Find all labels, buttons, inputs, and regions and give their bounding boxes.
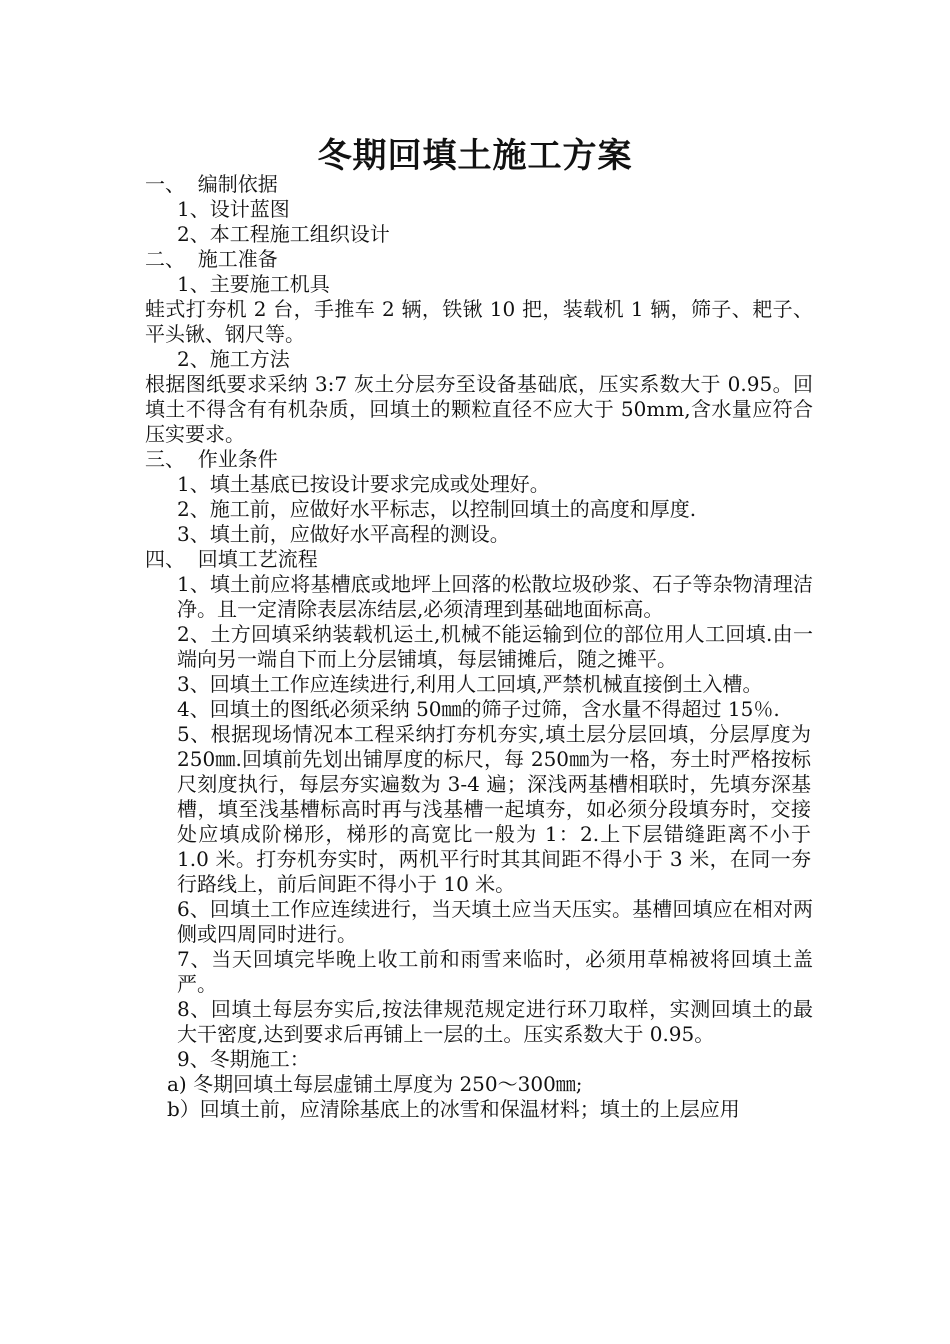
process-item-3: 3、回填土工作应连续进行,利用人工回填,严禁机械直接倒土入槽。 — [177, 672, 763, 696]
winter-item-a: a) 冬期回填土每层虚铺土厚度为 250～300㎜; — [167, 1072, 583, 1096]
process-item-1: 1、填土前应将基槽底或地坪上回落的松散垃圾砂浆、石子等杂物清理洁净。且一定清除表层冻结层,必须清理到基础地面标高。 — [177, 572, 813, 621]
document-body — [145, 172, 813, 1122]
process-item-5: 5、根据现场情况本工程采纳打夯机夯实,填土层分层回填，分层厚度为 250㎜.回填前先划出铺厚度的标尺，每 250㎜为一格，夯土时严格按标尺刻度执行，每层夯实遍数为 3-4 遍；深浅两基槽相联时，先填夯深基槽，填至浅基槽标高时再与浅基槽一起填夯，如必须分段填夯时，交接处应填成阶梯形，梯形的高宽比一般为 1：2.上下层错缝距离不小于 1.0 米。打夯机夯实时，两机平行时其其间距不得小于 3 米，在同一夯行路线上，前后间距不得小于 10 米。 — [177, 722, 811, 896]
section-heading-basis: 一、 编制依据 — [145, 172, 278, 196]
condition-item-3: 3、填土前，应做好水平高程的测设。 — [177, 522, 510, 546]
process-item-4: 4、回填土的图纸必须采纳 50㎜的筛子过筛，含水量不得超过 15％. — [177, 697, 780, 721]
basis-item-1: 1、设计蓝图 — [177, 197, 290, 221]
document-title: 冬期回填土施工方案 — [317, 136, 633, 176]
basis-item-2: 2、本工程施工组织设计 — [177, 222, 390, 246]
process-item-7: 7、当天回填完毕晚上收工前和雨雪来临时，必须用草棉被将回填土盖严。 — [177, 947, 813, 996]
machinery-paragraph: 蛙式打夯机 2 台，手推车 2 辆，铁锹 10 把，装载机 1 辆，筛子、耙子、平头锹、钢尺等。 — [145, 297, 813, 346]
winter-item-b: b）回填土前，应清除基底上的冰雪和保温材料；填土的上层应用 — [167, 1097, 740, 1121]
condition-item-1: 1、填土基底已按设计要求完成或处理好。 — [177, 472, 550, 496]
process-item-2: 2、土方回填采纳装载机运土,机械不能运输到位的部位用人工回填.由一端向另一端自下而上分层铺填，每层铺摊后，随之摊平。 — [177, 622, 813, 671]
process-item-9: 9、冬期施工： — [177, 1047, 310, 1071]
section-heading-conditions: 三、 作业条件 — [145, 447, 278, 471]
section-heading-preparation: 二、 施工准备 — [145, 247, 278, 271]
prep-subheading-method: 2、施工方法 — [177, 347, 290, 371]
section-heading-process: 四、 回填工艺流程 — [145, 547, 318, 571]
process-item-8: 8、回填土每层夯实后,按法律规范规定进行环刀取样，实测回填土的最大干密度,达到要求后再铺上一层的土。压实系数大于 0.95。 — [177, 997, 813, 1046]
process-item-6: 6、回填土工作应连续进行，当天填土应当天压实。基槽回填应在相对两侧或四周同时进行。 — [177, 897, 813, 946]
method-paragraph: 根据图纸要求采纳 3:7 灰土分层夯至设备基础底，压实系数大于 0.95。回填土不得含有有机杂质，回填土的颗粒直径不应大于 50mm,含水量应符合压实要求。 — [145, 372, 813, 446]
condition-item-2: 2、施工前，应做好水平标志，以控制回填土的高度和厚度. — [177, 497, 697, 521]
prep-subheading-machinery: 1、主要施工机具 — [177, 272, 330, 296]
